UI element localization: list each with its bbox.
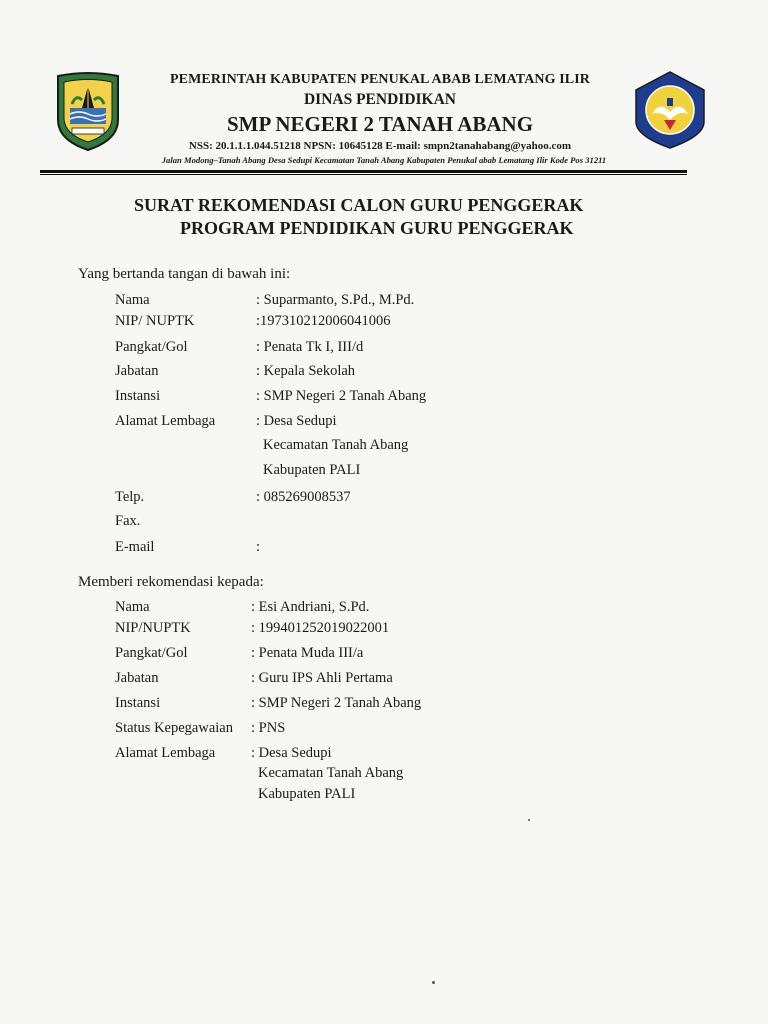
signer-phone-label: Telp. (115, 489, 145, 505)
letterhead-government: PEMERINTAH KABUPATEN PENUKAL ABAB LEMATANG ILIR (170, 72, 590, 87)
recipient-status-label: Status Kepegawaian (115, 720, 233, 736)
letterhead-divider-thick (40, 170, 687, 173)
document-title: SURAT REKOMENDASI CALON GURU PENGGERAK (134, 195, 584, 215)
recipient-address-label: Alamat Lembaga (115, 745, 216, 761)
signer-intro: Yang bertanda tangan di bawah ini: (78, 266, 291, 282)
tut-wuri-handayani-logo (630, 70, 710, 150)
recipient-address-line2: Kecamatan Tanah Abang (258, 765, 404, 781)
signer-email-value: : (256, 539, 261, 555)
signer-address-line1: : Desa Sedupi (256, 413, 337, 429)
recipient-name-label: Nama (115, 599, 150, 615)
signer-nip-value: :197310212006041006 (256, 313, 391, 329)
signer-address-line3: Kabupaten PALI (263, 462, 361, 478)
signer-nip-label: NIP/ NUPTK (115, 313, 195, 329)
signer-position-value: : Kepala Sekolah (256, 363, 356, 379)
recipient-nip-value: : 199401252019022001 (251, 620, 390, 636)
recipient-address-line3: Kabupaten PALI (258, 786, 356, 802)
document-subtitle: PROGRAM PENDIDIKAN GURU PENGGERAK (180, 218, 574, 238)
signer-name-label: Nama (115, 292, 150, 308)
recipient-address-line1: : Desa Sedupi (251, 745, 332, 761)
signer-address-label: Alamat Lembaga (115, 413, 216, 429)
signer-address-line2: Kecamatan Tanah Abang (263, 437, 409, 453)
letterhead-address: Jalan Modong–Tanah Abang Desa Sedupi Kecamatan Tanah Abang Kabupaten Penukal abab Lematang Ilir Kode Pos 31211 (161, 155, 607, 165)
signer-rank-value: : Penata Tk I, III/d (256, 339, 364, 355)
recipient-institution-value: : SMP Negeri 2 Tanah Abang (251, 695, 422, 711)
recipient-intro: Memberi rekomendasi kepada: (78, 574, 264, 590)
scan-speck (528, 819, 530, 821)
recipient-position-label: Jabatan (115, 670, 159, 686)
recipient-rank-value: : Penata Muda III/a (251, 645, 364, 661)
recipient-rank-label: Pangkat/Gol (115, 645, 188, 661)
letterhead-school-name: SMP NEGERI 2 TANAH ABANG (226, 112, 534, 136)
recipient-status-value: : PNS (251, 720, 286, 736)
scan-speck (432, 981, 435, 984)
recipient-name-value: : Esi Andriani, S.Pd. (251, 599, 370, 615)
signer-institution-label: Instansi (115, 388, 161, 404)
letterhead-department: DINAS PENDIDIKAN (303, 91, 456, 108)
recipient-nip-label: NIP/NUPTK (115, 620, 191, 636)
signer-institution-value: : SMP Negeri 2 Tanah Abang (256, 388, 427, 404)
recipient-position-value: : Guru IPS Ahli Pertama (251, 670, 393, 686)
signer-email-label: E-mail (115, 539, 155, 555)
letterhead-divider-thin (40, 174, 687, 175)
signer-fax-label: Fax. (115, 513, 141, 529)
signer-name-value: : Suparmanto, S.Pd., M.Pd. (256, 292, 415, 308)
signer-phone-value: : 085269008537 (256, 489, 351, 505)
recipient-institution-label: Instansi (115, 695, 161, 711)
signer-rank-label: Pangkat/Gol (115, 339, 188, 355)
letterhead-identifiers: NSS: 20.1.1.1.044.51218 NPSN: 10645128 E-mail: smpn2tanahabang@yahoo.com (188, 140, 572, 152)
signer-position-label: Jabatan (115, 363, 159, 379)
